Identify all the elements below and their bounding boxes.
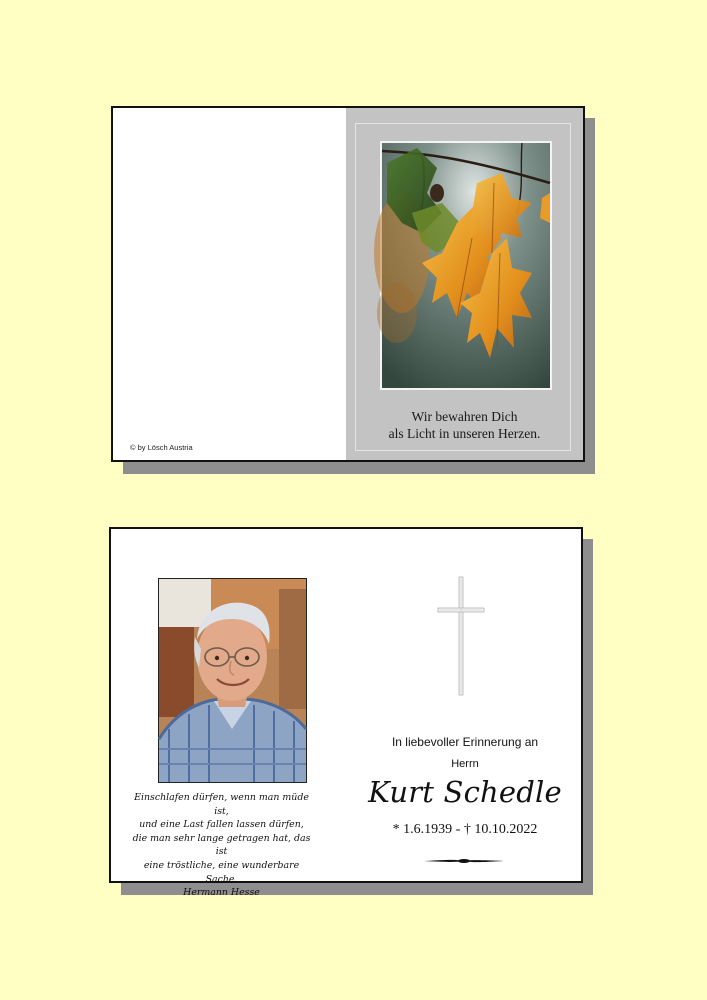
front-card-blank-page bbox=[113, 108, 346, 460]
cover-verse bbox=[346, 408, 583, 442]
deceased-name: Kurt Schedle bbox=[368, 775, 562, 809]
cross-icon bbox=[438, 577, 484, 699]
poem-line: die man sehr lange getragen hat, das ist bbox=[132, 832, 311, 858]
poem-line: und eine Last fallen lassen dürfen, bbox=[139, 819, 304, 831]
portrait-photo bbox=[158, 578, 307, 783]
poem-line: Einschlafen dürfen, wenn man müde ist, bbox=[134, 792, 309, 817]
memorial-intro: In liebevoller Erinnerung an bbox=[391, 735, 539, 749]
front-card bbox=[111, 106, 585, 462]
cover-verse-line2: als Licht in unseren Herzen. bbox=[388, 426, 541, 441]
memorial-poem bbox=[129, 791, 314, 900]
inside-card bbox=[109, 527, 583, 899]
ornament-divider-icon bbox=[424, 850, 504, 869]
poem-author: Hermann Hesse bbox=[183, 887, 260, 899]
copyright-note: © by Lösch Austria bbox=[130, 443, 193, 452]
life-dates: * 1.6.1939 - † 10.10.2022 bbox=[392, 822, 538, 837]
autumn-leaves-photo bbox=[380, 141, 552, 390]
cover-verse-line1: Wir bewahren Dich bbox=[411, 409, 518, 424]
front-card-cover-panel bbox=[346, 108, 583, 460]
honorific: Herrn bbox=[451, 758, 479, 770]
poem-line: eine tröstliche, eine wunderbare Sache. bbox=[143, 859, 300, 885]
